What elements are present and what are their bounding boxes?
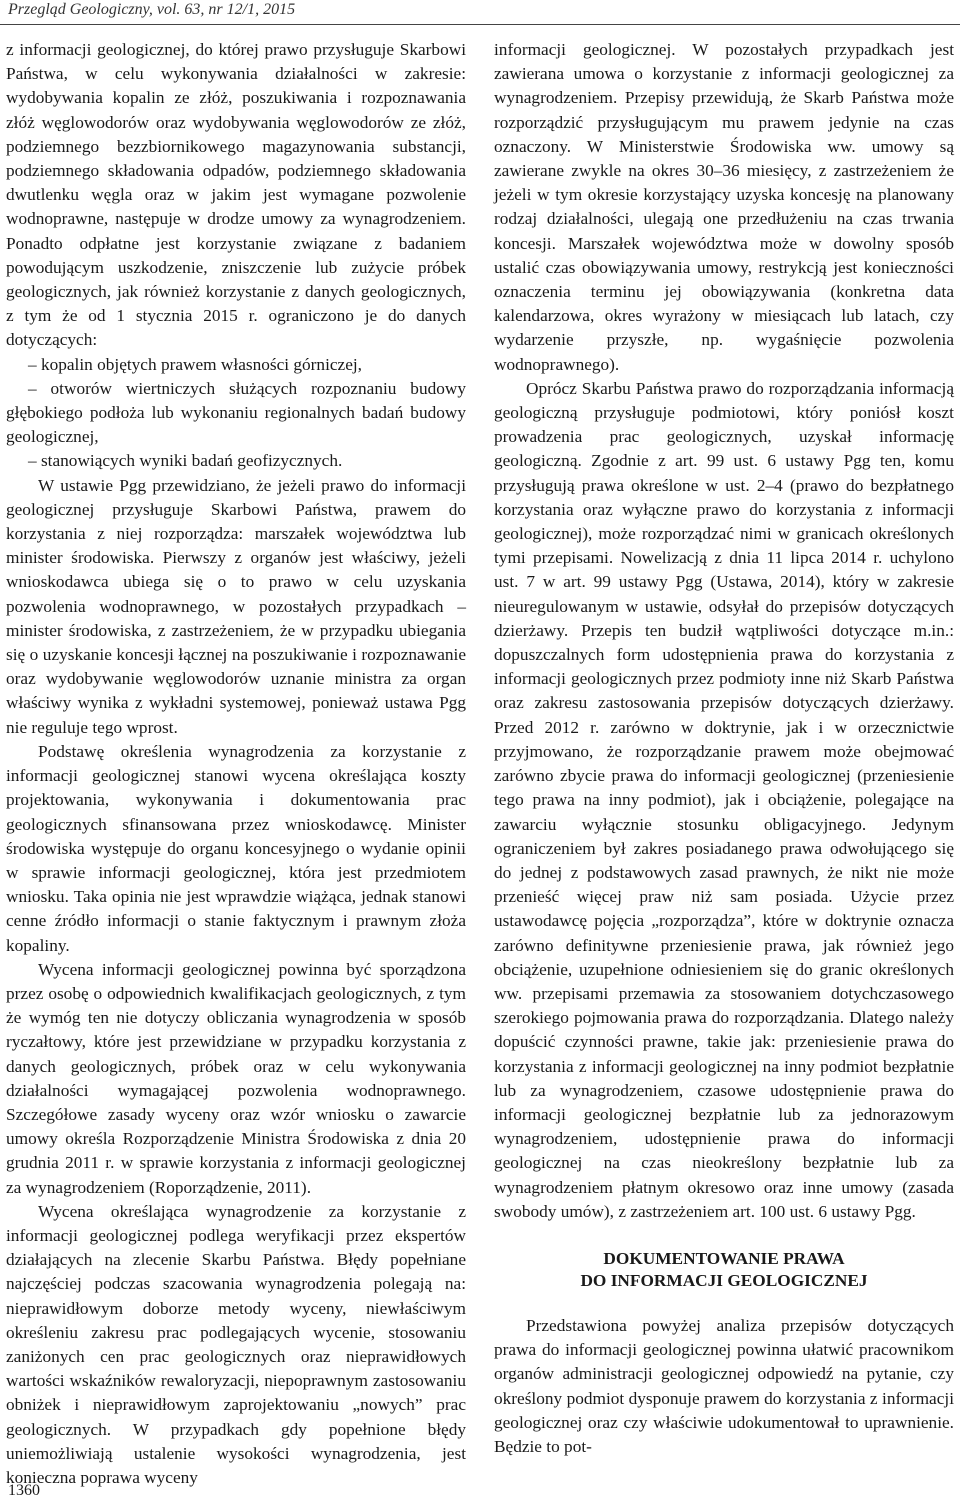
paragraph: Przedstawiona powyżej analiza przepisów dotyczących prawa do informacji geologicznej powinna ułatwić pracownikom organów administracji geologicznej odpowiedź na pytanie, czy określony podmiot dysponuje prawem do korzystania z informacji geologicznej oraz czy właściwie udokumentował to uprawnienie. Będzie to pot- bbox=[494, 1315, 954, 1456]
left-column bbox=[6, 38, 466, 1490]
section-heading-line: DO INFORMACJI GEOLOGICZNEJ bbox=[580, 1270, 868, 1290]
paragraph: Wycena określająca wynagrodzenie za korzystanie z informacji geologicznej podlega weryfikacji przez ekspertów działających na zlecenie Skarbu Państwa. Błędy popełniane najczęściej podczas szacowania wynagrodzenia polegają na: nieprawidłowym doborze metody wyceny, niewłaściwym określeniu zakresu prac podlegających wycenie, stosowaniu zaniżonych cen prac geologicznych oraz nieprawidłowych wartości wskaźników rewaloryzacji, niepoprawnym zastosowaniu obniżek i nieprawidłowym zaprojektowaniu „nowych” prac geologicznych. W przypadkach gdy popełnione błędy uniemożliwiają ustalenie wysokości wynagrodzenia, jest konieczna poprawa wyceny bbox=[6, 1201, 466, 1487]
running-head: Przegląd Geologiczny, vol. 63, nr 12/1, 2015 bbox=[8, 1, 296, 18]
list-item: – stanowiących wyniki badań geofizycznych. bbox=[28, 451, 343, 471]
paragraph: W ustawie Pgg przewidziano, że jeżeli prawo do informacji geologicznej przysługuje Skarbowi Państwa, prawem do korzystania z niej rozporządza: marszałek województwa lub minister środowiska. Pierwszy z organów jest właściwy, jeżeli wnioskodawca ubiega się o to prawo w celu uzyskania pozwolenia wodnoprawnego, w pozostałych przypadkach – minister środowiska, z zastrzeżeniem, że w przypadku ubiegania się o uzyskanie koncesji łącznej na poszukiwanie i rozpoznawanie oraz wydobywanie węglowodorów uznanie ministra za organ właściwy wynika z wykładni systemowej, ponieważ ustawa Pgg nie reguluje tego wprost. bbox=[6, 475, 466, 737]
page-number: 1360 bbox=[8, 1482, 40, 1499]
section-heading-line: DOKUMENTOWANIE PRAWA bbox=[603, 1248, 845, 1268]
section-heading bbox=[494, 1248, 954, 1292]
header-rule bbox=[0, 24, 960, 25]
paragraph: z informacji geologicznej, do której prawo przysługuje Skarbowi Państwa, w celu wykonywania działalności w zakresie: wydobywania kopalin ze złóż, poszukiwania i rozpoznawania złóż węglowodorów oraz wydobywania węglowodorów ze złóż, podziemnego bezzbiornikowego magazynowania substancji, podziemnego składowania odpadów, podziemnego składowania dwutlenku węgla oraz w jakim jest wymagane pozwolenie wodnoprawne, następuje w drodze umowy za wynagrodzeniem. Ponadto odpłatne jest korzystanie związane z badaniem powodującym uszkodzenie, zniszczenie lub zużycie próbek geologicznych, jak również korzystanie z danych geologicznych, z tym że od 1 stycznia 2015 r. ograniczono je do danych dotyczących: bbox=[6, 40, 466, 350]
paragraph: Podstawę określenia wynagrodzenia za korzystanie z informacji geologicznej stanowi wycena określająca koszty projektowania, wykonywania i dokumentowania prac geologicznych sfinansowana przez wnioskodawcę. Minister środowiska występuje do organu koncesyjnego o wydanie opinii w sprawie informacji geologicznej, która jest przedmiotem wniosku. Taka opinia nie jest wprawdzie wiążąca, jednak stanowi cenne źródło informacji o stanie faktycznym i prawnym złoża kopaliny. bbox=[6, 741, 466, 955]
paragraph: informacji geologicznej. W pozostałych przypadkach jest zawierana umowa o korzystanie z informacji geologicznej za wynagrodzeniem. Przepisy przewidują, że Skarb Państwa może rozporządzić przysługującym mu prawem jedynie na czas oznaczony. W Ministerstwie Środowiska ww. umowy są zawierane zwykle na okres 30–36 miesięcy, z zastrzeżeniem że jeżeli w tym okresie korzystający uzyska koncesję na planowany rodzaj działalności, ulegają one przedłużeniu na czas trwania koncesji. Marszałek województwa może w dowolny sposób ustalić czas obowiązywania umowy, restrykcją jest konieczności oznaczenia terminu jej obowiązywania (konkretna data kalendarzowa, okres wyrażony w miesiącach lub latach, czy wydarzenie przyszłe, np. wygaśnięcie pozwolenia wodnoprawnego). bbox=[494, 40, 954, 374]
right-column bbox=[494, 38, 954, 1459]
paragraph: Oprócz Skarbu Państwa prawo do rozporządzania informacją geologiczną przysługuje podmiotowi, który poniósł koszt prowadzenia prac geologicznych, uzyskał informację geologiczną. Zgodnie z art. 99 ust. 6 ustawy Pgg ten, komu przysługują prawa określone w ust. 2–4 (prawo do bezpłatnego korzystania oraz wyłączne prawo do korzystania z informacji geologicznej), może rozporządzać nimi w granicach określonych tymi przepisami. Nowelizacją z dnia 11 lipca 2014 r. uchylono ust. 7 w art. 99 ustawy Pgg (Ustawa, 2014), który w zakresie nieuregulowanym w ustawie, odsyłał do przepisów dotyczących dzierżawy. Przepis ten budził wątpliwości dotyczące m.in.: dopuszczalnych form udostępnienia prawa do korzystania z informacji geologicznych przez podmioty inne niż Skarb Państwa oraz zakresu zastosowania przepisów dotyczących dzierżawy. Przed 2012 r. zarówno w doktrynie, jak i w orzecznictwie przyjmowano, że rozporządzanie prawem może obejmować zarówno zbycie prawa do informacji geologicznej (przeniesienie tego prawa na inny podmiot), jak i obciążenie, polegające na zawarciu wyłącznie stosunku obligacyjnego. Jedynym ograniczeniem był zakres posiadanego prawa odwołującego się do jednej z podstawowych zasad prawnych, że nikt nie może przenieść więcej praw niż sam posiada. Użycie przez ustawodawcę pojęcia „rozporządza”, które w doktrynie oznacza zarówno definitywne przeniesienie prawa, jak również jego obciążenie, uzupełnione odniesieniem się do granic określonych ww. przepisami przemawia za stosowaniem dotychczasowego szerokiego pojmowania prawa do rozporządzania. Dlatego należy dopuścić czynności prawne, takie jak: przeniesienie prawa do korzystania z informacji geologicznej na inny podmiot bezpłatnie lub za wynagrodzeniem, czasowe udostępnienie prawa do informacji geologicznej bezpłatnie lub za jednorazowym wynagrodzeniem, udostępnienie prawa do informacji geologicznej na czas nieokreślony bezpłatnie lub za wynagrodzeniem płatnym okresowo oraz inne umowy (zasada swobody umów), z zastrzeżeniem art. 100 ust. 6 ustawy Pgg. bbox=[494, 378, 954, 1221]
paragraph: Wycena informacji geologicznej powinna być sporządzona przez osobę o odpowiednich kwalifikacjach geologicznych, z tym że wymóg ten nie dotyczy obliczania wynagrodzenia w sposób ryczałtowy, które jest przewidziane w przypadku korzystania z danych geologicznych, próbek oraz w celu wykonywania działalności wymagającej pozwolenia wodnoprawnego. Szczegółowe zasady wyceny oraz wzór wniosku o zawarcie umowy określa Rozporządzenie Ministra Środowiska z dnia 20 grudnia 2011 r. w sprawie korzystania z informacji geologicznej za wynagrodzeniem (Roporządzenie, 2011). bbox=[6, 959, 466, 1197]
list-item: – kopalin objętych prawem własności górniczej, bbox=[28, 354, 363, 374]
list-item: – otworów wiertniczych służących rozpoznaniu budowy głębokiego podłoża lub wykonaniu regionalnych badań budowy geologicznej, bbox=[6, 378, 466, 447]
